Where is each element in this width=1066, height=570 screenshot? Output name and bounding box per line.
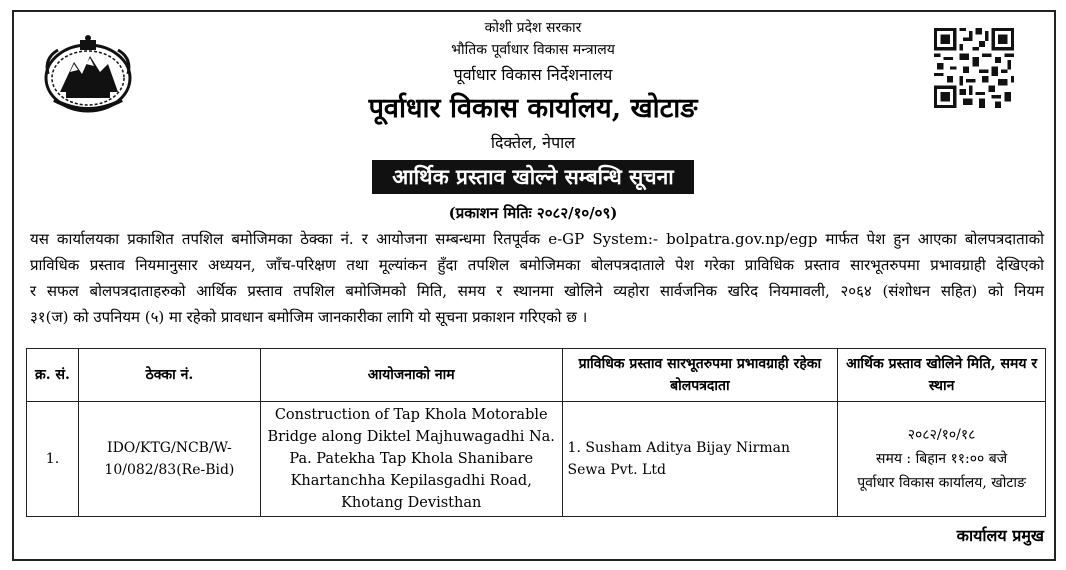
directorate-name: पूर्वाधार विकास निर्देशनालय (453, 65, 613, 84)
col-header-bidder: प्राविधिक प्रस्ताव सारभूतरुपमा प्रभावग्राही रहेका बोलपत्रदाता (562, 349, 838, 402)
notice-body-line: यस कार्यालयका प्रकाशित तपशिल बमोजिमका ठेक्का नं. र आयोजना सम्बन्धमा रितपूर्वक e-GP System:- bolpatra.gov.np/egp मार्फत पेश हुन आएका बोलपत्रदाताको (30, 230, 1044, 248)
col-header-opening: आर्थिक प्रस्ताव खोलिने मिति, समय र स्थान (838, 349, 1046, 402)
notice-body-line: ३१(ज) को उपनियम (५) मा रहेको प्रावधान बमोजिम जानकारीका लागि यो सूचना प्रकाशन गरिएको छ । (30, 308, 588, 326)
cell-project-name: Construction of Tap Khola Motorable Bridge along Diktel Majhuwagadhi Na. Pa. Patekha Tap Khola Shanibare Khartanchha Kepilasgadhi Road, Khotang Devisthan (260, 402, 562, 517)
publish-date: (प्रकाशन मितिः २०८२/१०/०९) (448, 204, 618, 222)
cell-sn: 1. (27, 402, 79, 517)
office-location: दिक्तेल, नेपाल (490, 133, 576, 152)
province-government: कोशी प्रदेश सरकार (484, 20, 582, 36)
notice-body-line: र सफल बोलपत्रदाताहरुको आर्थिक प्रस्ताव तपशिल बमोजिमको मिति, समय र स्थानमा खोलिने व्यहोरा सार्वजनिक खरिद नियमावली, २०६४ (संशोधन सहित) को नियम (30, 282, 1044, 300)
opening-time: समय : बिहान ११:०० बजे (876, 451, 1008, 467)
cell-bidder: 1. Susham Aditya Bijay Nirman Sewa Pvt. Ltd (562, 402, 838, 517)
col-header-project-name: आयोजनाको नाम (260, 349, 562, 402)
notice-body (30, 226, 1044, 330)
cell-opening (838, 402, 1046, 517)
tender-table (26, 348, 1046, 517)
table-row (27, 402, 1046, 517)
signature-office-chief: कार्यालय प्रमुख (956, 526, 1044, 545)
table-header-row (27, 349, 1046, 402)
col-header-sn: क्र. सं. (27, 349, 79, 402)
notice-title: आर्थिक प्रस्ताव खोल्ने सम्बन्धि सूचना (372, 160, 694, 194)
notice-body-line: प्राविधिक प्रस्ताव नियमानुसार अध्ययन, जाँच-परिक्षण तथा मूल्यांकन हुँदा तपशिल बमोजिमका बोलपत्रदाताले पेश गरेका प्राविधिक प्रस्ताव सारभूतरुपमा प्रभावग्राही देखिएको (30, 256, 1044, 274)
cell-contract-no: IDO/KTG/NCB/W-10/082/83(Re-Bid) (78, 402, 260, 517)
ministry-name: भौतिक पूर्वाधार विकास मन्त्रालय (451, 42, 615, 58)
col-header-contract-no: ठेक्का नं. (78, 349, 260, 402)
office-name: पूर्वाधार विकास कार्यालय, खोटाङ (368, 93, 698, 124)
opening-place: पूर्वाधार विकास कार्यालय, खोटाङ (857, 475, 1026, 491)
opening-date: २०८२/१०/१८ (907, 427, 976, 443)
